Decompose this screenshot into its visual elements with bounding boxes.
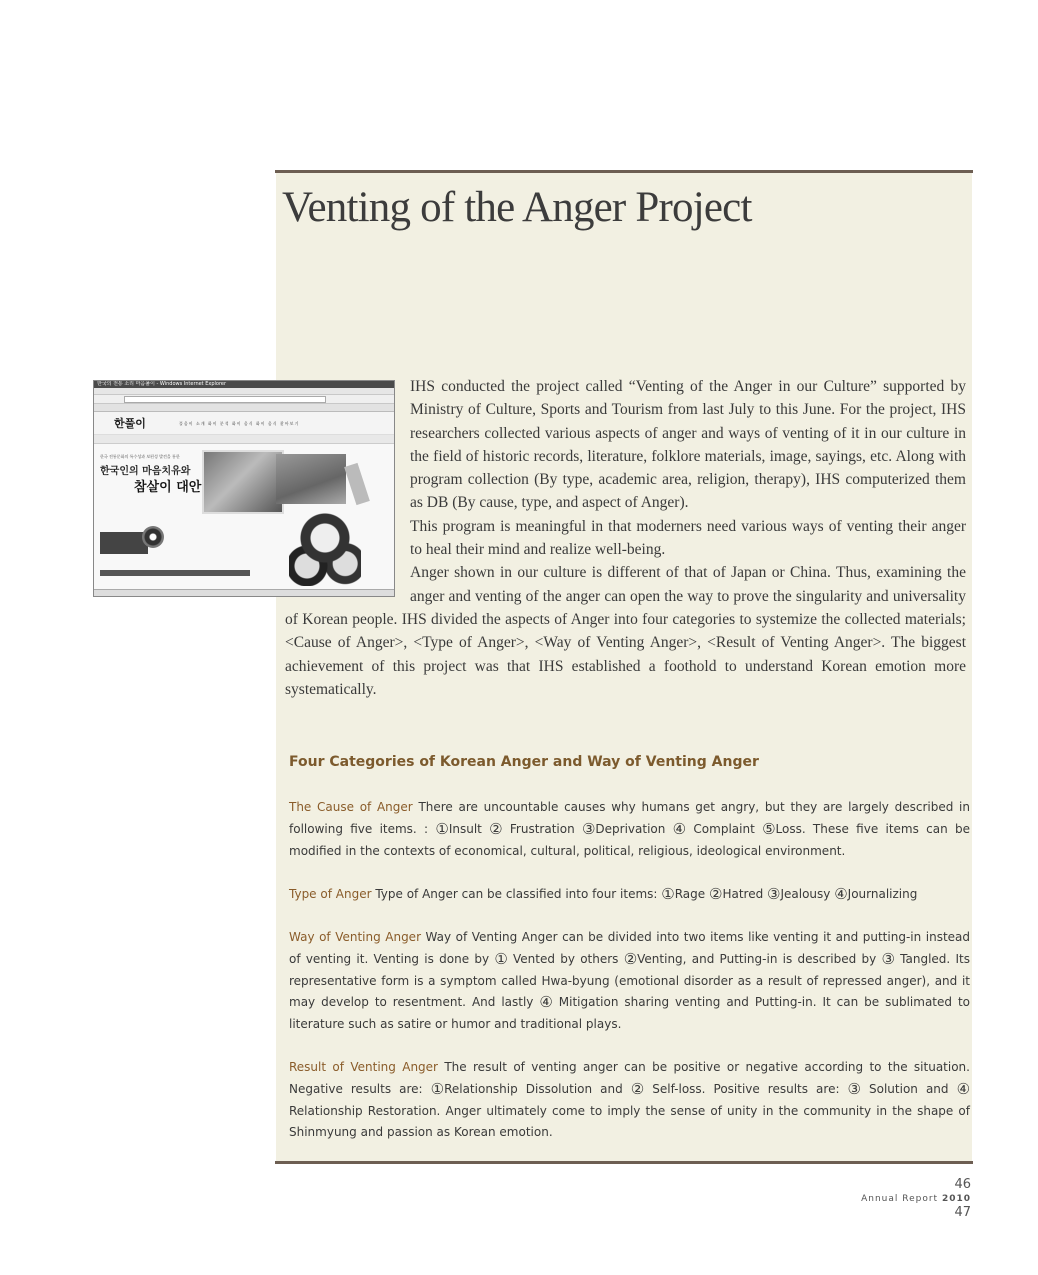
bottom-rule	[275, 1161, 973, 1164]
number-badge: ①	[435, 819, 449, 838]
category-text: There are uncountable causes why humans get angry, but they are largely described in following five items. :	[289, 800, 970, 836]
hero-headline-1: 한국인의 마음치유와	[100, 466, 191, 477]
category-item: Jealousy	[780, 887, 835, 901]
category-type	[289, 884, 970, 906]
category-text: Way of Venting Anger can be divided into two items like venting it and putting-in instead of venting it. Venting is done by	[289, 930, 971, 966]
category-cause	[289, 797, 970, 862]
category-item: Journalizing	[847, 887, 918, 901]
category-result	[289, 1057, 970, 1144]
number-badge: ③	[581, 819, 596, 838]
number-badge: ②	[489, 819, 503, 838]
number-badge: ②	[708, 885, 723, 903]
hero-headline-2: 참살이 대안	[134, 480, 202, 495]
number-badge: ④	[956, 1079, 971, 1098]
report-year: 2010	[941, 1194, 971, 1204]
page-title: Venting of the Anger Project	[282, 184, 752, 231]
intro-text	[285, 375, 966, 701]
number-badge: ④	[539, 993, 553, 1012]
category-way	[289, 927, 970, 1036]
category-item: Venting, and Putting-in is described by	[637, 951, 882, 966]
number-badge: ⑤	[762, 819, 776, 838]
category-item: Loss. These five items can be modified in the contexts of economical, cultural, political, religious, ideological environment.	[289, 821, 970, 858]
number-badge: ①	[494, 949, 508, 968]
category-item: Insult	[448, 821, 490, 836]
category-label: Result of Venting Anger	[289, 1060, 438, 1074]
category-text: The result of venting anger can be positive or negative according to the situation. Negative results are:	[289, 1060, 970, 1096]
category-item: Relationship Dissolution and	[444, 1081, 631, 1096]
category-item: Tangled. Its representative form is a symptom called Hwa-byung (emotional disorder as a result of repressed anger), and it may develop to resentment. And lastly	[289, 951, 970, 1010]
figure-wrap-spacer	[285, 375, 410, 607]
category-item: Relationship Restoration. Anger ultimately come to imply the sense of unity in the community in the shape of Shinmyung and passion as Korean emotion.	[289, 1103, 970, 1140]
category-item: Vented by others	[507, 951, 624, 966]
annual-report-text: Annual Report	[861, 1194, 939, 1204]
page-footer	[860, 1177, 971, 1221]
intro-paragraph: This program is meaningful in that moderners need various ways of venting their anger to heal their mind and realize well-being.	[410, 517, 966, 559]
site-menu: 풀음이 소개 화이 분석 화이 음식 화이 음식 찾아보기	[179, 421, 300, 426]
annual-report-label	[860, 1193, 971, 1205]
category-item: Hatred	[722, 887, 768, 901]
top-rule	[275, 170, 973, 173]
number-badge: ①	[430, 1079, 445, 1098]
number-badge: ①	[661, 885, 675, 903]
intro-paragraph: IHS conducted the project called “Venting of the Anger in our Culture” supported by Ministry of Culture, Sports and Tourism from last July to this June. For the project, IHS researchers collected various aspects of anger and ways of venting of it in our culture in the field of historic records, literature, folklore materials, image, sayings, etc. Along with program collection (By type, academic area, religion, therapy), IHS computerized them as DB (By cause, type, and aspect of Anger).	[410, 378, 966, 512]
number-badge: ④	[834, 885, 848, 903]
category-item: Mitigation sharing venting and Putting-in. It can be sublimated to literature such as satire or humor and traditional plays.	[289, 995, 970, 1032]
hero-subtitle: 한국 전통문화의 특수성과 보편성 발견을 통한	[100, 454, 180, 459]
number-badge: ④	[672, 819, 687, 838]
browser-title-bar: 한국의 전통 소리 마음풀이 - Windows Internet Explorer	[94, 381, 394, 388]
category-item: Frustration	[502, 821, 582, 836]
intro-paragraph: Anger shown in our culture is different of that of Japan or China. Thus, examining the anger and venting of the anger can open the way to prove the singularity and universality of Korean people. IHS divided the aspects of Anger into four categories to systemize the collected materials; <Cause of Anger>, <Type of Anger>, <Way of Venting Anger>, <Result of Venting Anger>. The biggest achievement of this project was that IHS established a foothold to understand Korean emotion more systematically.	[285, 564, 966, 698]
category-label: Way of Venting Anger	[289, 930, 422, 944]
site-search-bar	[100, 570, 250, 576]
hero-photo-tree	[202, 450, 284, 514]
page-number-right: 47	[954, 1205, 971, 1220]
number-badge: ③	[881, 949, 895, 968]
number-badge: ③	[767, 885, 781, 903]
category-item: Deprivation	[595, 821, 673, 836]
category-item: Self-loss. Positive results are:	[644, 1081, 848, 1096]
category-label: Type of Anger	[289, 887, 372, 901]
section-heading: Four Categories of Korean Anger and Way of Venting Anger	[289, 754, 759, 770]
page-number-left: 46	[954, 1177, 971, 1192]
hero-side-box	[100, 532, 148, 554]
number-badge: ②	[630, 1079, 645, 1098]
category-item: Complaint	[686, 821, 763, 836]
number-badge: ②	[623, 949, 638, 968]
category-item: Solution and	[860, 1081, 957, 1096]
site-logo: 한풀이	[114, 417, 146, 430]
category-label: The Cause of Anger	[289, 800, 413, 814]
flower-icon	[142, 526, 164, 548]
number-badge: ③	[847, 1079, 861, 1098]
category-text: Type of Anger can be classified into four items:	[371, 887, 662, 901]
category-item: Rage	[674, 887, 709, 901]
